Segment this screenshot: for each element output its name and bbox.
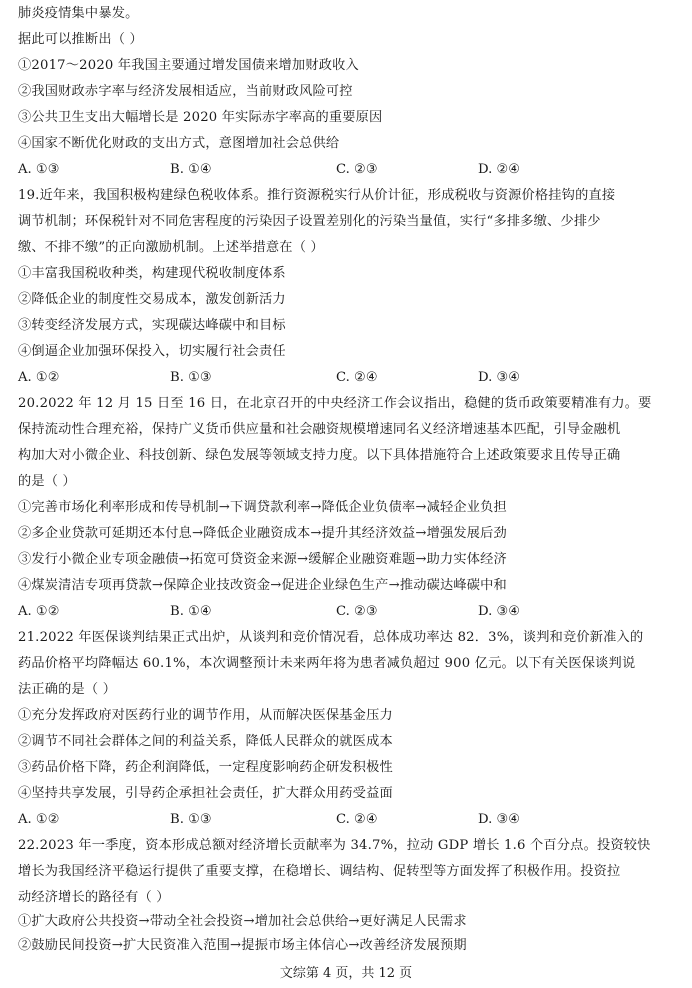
answer-options: [18, 602, 618, 622]
q20-stem: 的是（ ）: [18, 474, 76, 489]
statement: ②多企业贷款可延期还本付息→降低企业融资成本→提升其经济效益→增强发展后劲: [18, 526, 507, 541]
intro-line: 肺炎疫情集中暴发。: [18, 6, 139, 21]
statement: ②调节不同社会群体之间的利益关系，降低人民群众的就医成本: [18, 734, 393, 749]
intro-question: 据此可以推断出（ ）: [18, 32, 143, 47]
statement: ③公共卫生支出大幅增长是 2020 年实际赤字率高的重要原因: [18, 110, 383, 125]
option-c: C. ②③: [336, 162, 378, 177]
q20-stem: 构加大对小微企业、科技创新、绿色发展等领域支持力度。以下具体措施符合上述政策要求且传导正确: [18, 448, 621, 463]
option-d: D. ③④: [478, 812, 521, 827]
statement: ①丰富我国税收种类，构建现代税收制度体系: [18, 266, 286, 281]
option-a: A. ①②: [18, 812, 60, 827]
option-c: C. ②④: [336, 812, 378, 827]
q20-stem: 20.2022 年 12 月 15 日至 16 日，在北京召开的中央经济工作会议指出，稳健的货币政策要精准有力。要: [18, 396, 652, 411]
option-d: D. ②④: [478, 162, 521, 177]
q20-stem: 保持流动性合理充裕，保持广义货币供应量和社会融资规模增速同名义经济增速基本匹配，引导金融机: [18, 422, 621, 437]
option-d: D. ③④: [478, 370, 521, 385]
q21-stem: 21.2022 年医保谈判结果正式出炉，从谈判和竞价情况看，总体成功率达 82．3%，谈判和竞价新准入的: [18, 630, 644, 645]
statement: ③转变经济发展方式，实现碳达峰碳中和目标: [18, 318, 286, 333]
option-c: C. ②④: [336, 370, 378, 385]
statement: ①2017～2020 年我国主要通过增发国债来增加财政收入: [18, 58, 359, 73]
option-c: C. ②③: [336, 604, 378, 619]
option-b: B. ①③: [170, 812, 212, 827]
statement: ④倒逼企业加强环保投入，切实履行社会责任: [18, 344, 286, 359]
option-b: B. ①③: [170, 370, 212, 385]
option-a: A. ①②: [18, 370, 60, 385]
q21-stem: 法正确的是（ ）: [18, 682, 117, 697]
statement: ①扩大政府公共投资→带动全社会投资→增加社会总供给→更好满足人民需求: [18, 914, 467, 929]
q22-stem: 动经济增长的路径有（ ）: [18, 890, 170, 905]
statement: ②降低企业的制度性交易成本，激发创新活力: [18, 292, 286, 307]
answer-options: [18, 368, 618, 388]
statement: ②鼓励民间投资→扩大民资准入范围→提振市场主体信心→改善经济发展预期: [18, 938, 467, 953]
statement: ④坚持共享发展，引导药企承担社会责任，扩大群众用药受益面: [18, 786, 393, 801]
statement: ①完善市场化利率形成和传导机制→下调贷款利率→降低企业负债率→减轻企业负担: [18, 500, 507, 515]
statement: ③发行小微企业专项金融债→拓宽可贷资金来源→缓解企业融资难题→助力实体经济: [18, 552, 507, 567]
statement: ②我国财政赤字率与经济发展相适应，当前财政风险可控: [18, 84, 353, 99]
option-b: B. ①④: [170, 604, 212, 619]
statement: ④煤炭清洁专项再贷款→保障企业技改资金→促进企业绿色生产→推动碳达峰碳中和: [18, 578, 507, 593]
option-b: B. ①④: [170, 162, 212, 177]
q19-stem: 缴、不排不缴”的正向激励机制。上述举措意在（ ）: [18, 240, 324, 255]
q19-stem: 调节机制；环保税针对不同危害程度的污染因子设置差别化的污染当量值，实行“多排多缴、少排少: [18, 214, 601, 229]
statement: ①充分发挥政府对医药行业的调节作用，从而解决医保基金压力: [18, 708, 393, 723]
statement: ③药品价格下降，药企利润降低，一定程度影响药企研发积极性: [18, 760, 393, 775]
q21-stem: 药品价格平均降幅达 60.1%，本次调整预计未来两年将为患者减负超过 900 亿元。以下有关医保谈判说: [18, 656, 636, 671]
answer-options: [18, 160, 618, 180]
q19-stem: 19.近年来，我国积极构建绿色税收体系。推行资源税实行从价计征，形成税收与资源价格挂钩的直接: [18, 188, 616, 203]
answer-options: [18, 810, 618, 830]
option-a: A. ①③: [18, 162, 60, 177]
statement: ④国家不断优化财政的支出方式，意图增加社会总供给: [18, 136, 340, 151]
option-d: D. ③④: [478, 604, 521, 619]
page-footer: 文综第 4 页，共 12 页: [279, 966, 413, 981]
q22-stem: 增长为我国经济平稳运行提供了重要支撑，在稳增长、调结构、促转型等方面发挥了积极作用。投资拉: [18, 864, 621, 879]
q22-stem: 22.2023 年一季度，资本形成总额对经济增长贡献率为 34.7%，拉动 GDP 增长 1.6 个百分点。投资较快: [18, 838, 651, 853]
option-a: A. ①②: [18, 604, 60, 619]
